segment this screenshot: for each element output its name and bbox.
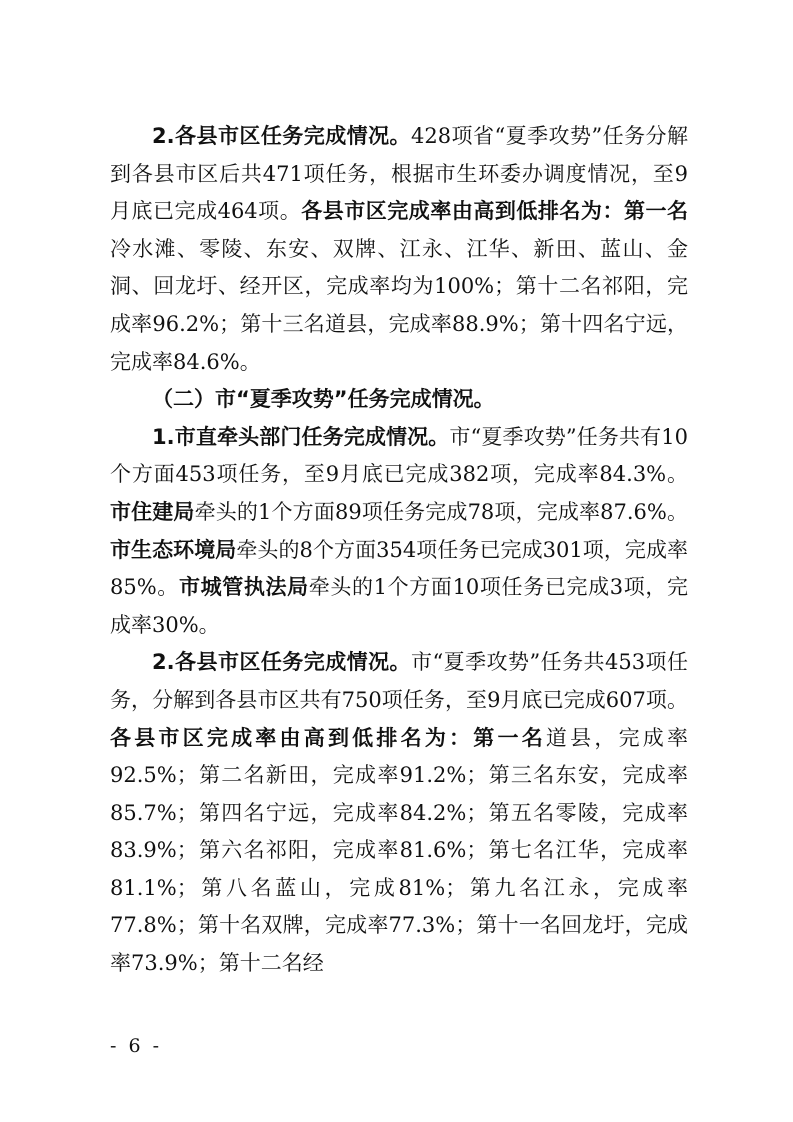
body-text: 牵头的1个方面10项任务已完成3项，完成率30%。 bbox=[110, 575, 688, 637]
page-number: - 6 - bbox=[110, 1035, 163, 1057]
body-text: 冷水滩、零陵、东安、双牌、江永、江华、新田、蓝山、金洞、回龙圩、经开区，完成率均为100%；第十二名祁阳，完成率96.2%；第十三名道县，完成率88.9%；第十四名宁远，完成率84.6%。 bbox=[110, 236, 688, 374]
paragraph-county-city-tasks bbox=[110, 644, 688, 982]
ranking-lead: 各县市区完成率由高到低排名为：第一名 bbox=[110, 725, 546, 750]
heading-department-task-completion: 1.市直牵头部门任务完成情况。 bbox=[152, 424, 450, 449]
department-name: 市住建局 bbox=[110, 499, 195, 524]
heading-county-task-completion: 2.各县市区任务完成情况。 bbox=[152, 124, 412, 148]
body-text: 428项省“夏季攻势”任务分解到各县市区后共471项任务，根据市生环委办调度情况，至9月底已完成464项。 bbox=[110, 124, 688, 224]
body-text: 市“夏季攻势”任务共453项任务，分解到各县市区共有750项任务，至9月底已完成607项。 bbox=[110, 650, 688, 712]
body-text: 市“夏季攻势”任务共有10个方面453项任务，至9月底已完成382项，完成率84.3%。 bbox=[110, 424, 688, 487]
document-body bbox=[110, 118, 688, 983]
body-text: 牵头的1个方面89项任务完成78项，完成率87.6%。 bbox=[194, 499, 689, 524]
paragraph-city-departments bbox=[110, 419, 688, 645]
section-heading-city-summer-offensive bbox=[110, 381, 688, 419]
department-name: 市生态环境局 bbox=[110, 537, 237, 562]
paragraph-county-province-tasks bbox=[110, 118, 688, 381]
department-name: 市城管执法局 bbox=[178, 575, 309, 600]
heading-county-task-completion: 2.各县市区任务完成情况。 bbox=[152, 650, 412, 675]
body-text: 牵头的8个方面354项任务已完成301项，完成率85%。 bbox=[110, 537, 688, 600]
ranking-lead: 各县市区完成率由高到低排名为：第一名 bbox=[301, 199, 688, 224]
body-text: 道县，完成率92.5%；第二名新田，完成率91.2%；第三名东安，完成率85.7%；第四名宁远，完成率84.2%；第五名零陵，完成率83.9%；第六名祁阳，完成率81.6%；第七名江华，完成率81.1%；第八名蓝山，完成81%；第九名江永，完成率77.8%；第十名双牌，完成率77.3%；第十一名回龙圩，完成率73.9%；第十二名经 bbox=[110, 725, 689, 976]
section-heading: （二）市“夏季攻势”任务完成情况。 bbox=[152, 387, 495, 412]
